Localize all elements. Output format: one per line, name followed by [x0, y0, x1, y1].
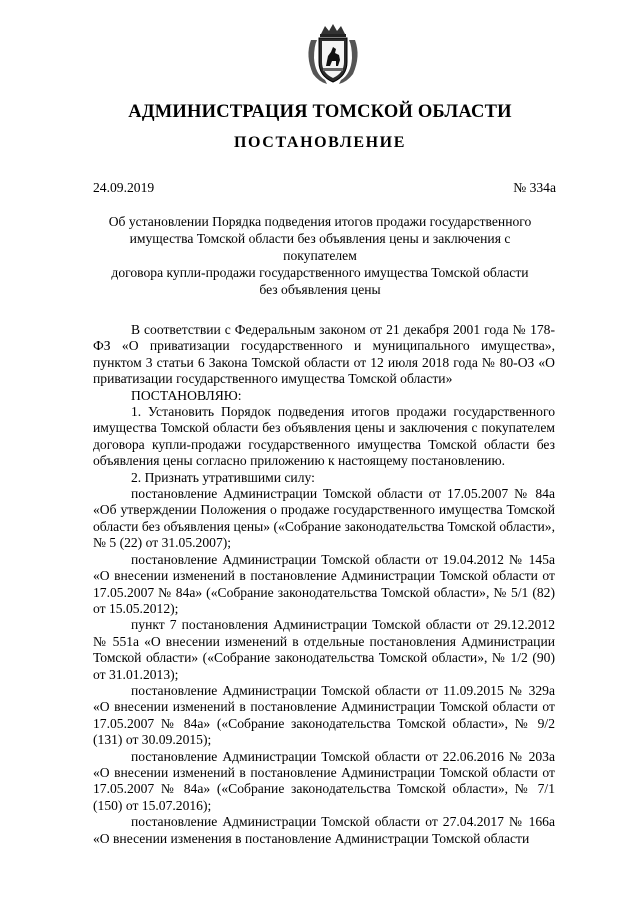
title-line: договора купли-продажи государственного имущества Томской области	[111, 265, 529, 280]
document-number: № 334а	[513, 180, 556, 195]
item-1-paragraph: 1. Установить Порядок подведения итогов продажи государственного имущества Томской области без объявления цены и заключения с покупателем договора купли-продажи государственного имущества Томской области без объявления цены согласно приложению к настоящему постановлению.	[93, 404, 555, 469]
preamble-paragraph: В соответствии с Федеральным законом от 21 декабря 2001 года № 178-ФЗ «О приватизации государственного и муниципального имущества», пунктом 3 статьи 6 Закона Томской области от 12 июля 2018 года № 80-ОЗ «О приватизации государственного имущества Томской области»	[93, 322, 555, 387]
item-2-paragraph: 2. Признать утратившими силу:	[131, 469, 315, 485]
resolve-heading: ПОСТАНОВЛЯЮ:	[131, 387, 242, 403]
document-body	[93, 322, 555, 847]
repealed-act-paragraph: пункт 7 постановления Администрации Томской области от 29.12.2012 № 551а «О внесении изменений в отдельные постановления Администрации Томской области» («Собрание законодательства Томской области», № 1/2 (90) от 31.01.2013);	[93, 617, 555, 682]
title-line: имущества Томской области без объявления цены и заключения с покупателем	[129, 231, 511, 263]
repealed-act-paragraph: постановление Администрации Томской области от 27.04.2017 № 166а «О внесении изменения в постановление Администрации Томской области	[93, 814, 555, 846]
document-type: ПОСТАНОВЛЕНИЕ	[234, 134, 406, 151]
repealed-act-paragraph: постановление Администрации Томской области от 11.09.2015 № 329а «О внесении изменений в постановление Администрации Томской области от 17.05.2007 № 84а» («Собрание законодательства Томской области», № 9/2 (131) от 30.09.2015);	[93, 682, 555, 748]
repealed-act-paragraph: постановление Администрации Томской области от 19.04.2012 № 145а «О внесении изменений в постановление Администрации Томской области от 17.05.2007 № 84а» («Собрание законодательства Томской области», № 5/1 (82) от 15.05.2012);	[93, 551, 555, 616]
title-line: Об установлении Порядка подведения итогов продажи государственного	[108, 214, 532, 229]
repealed-act-paragraph: постановление Администрации Томской области от 17.05.2007 № 84а «Об утверждении Положения о продаже государственного имущества Томской области без объявления цены» («Собрание законодательства Томской области», № 5 (22) от 31.05.2007);	[93, 486, 555, 551]
organization-title: АДМИНИСТРАЦИЯ ТОМСКОЙ ОБЛАСТИ	[128, 102, 512, 122]
document-title	[100, 213, 540, 298]
document-date: 24.09.2019	[93, 180, 155, 195]
title-line: без объявления цены	[259, 282, 381, 297]
tomsk-region-coat-of-arms-icon	[303, 22, 363, 86]
repealed-act-paragraph: постановление Администрации Томской области от 22.06.2016 № 203а «О внесении изменений в постановление Администрации Томской области от 17.05.2007 № 84а» («Собрание законодательства Томской области», № 7/1 (150) от 15.07.2016);	[93, 748, 555, 813]
